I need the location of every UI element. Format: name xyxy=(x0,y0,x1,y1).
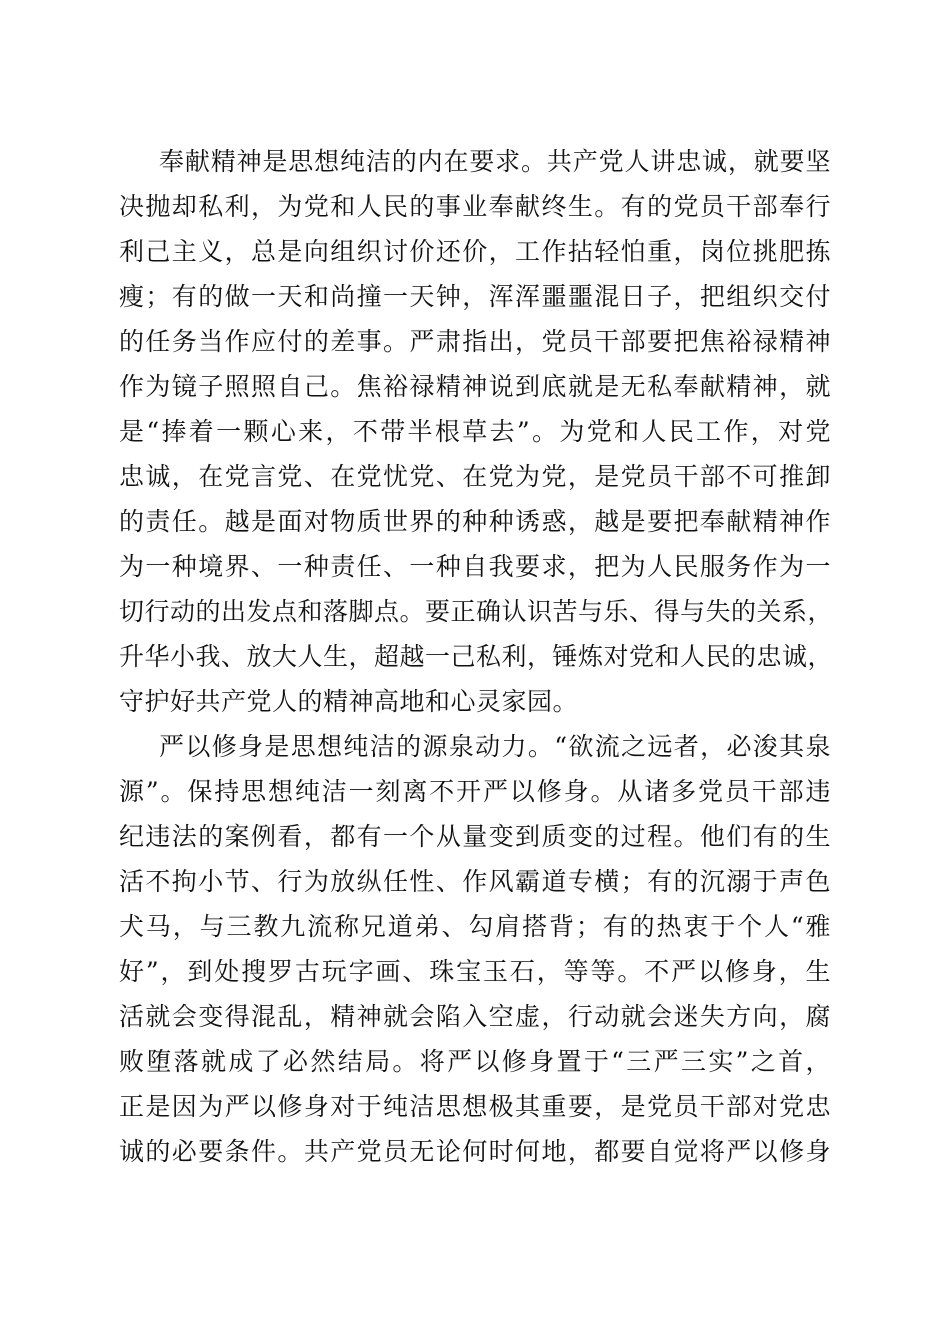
document-body xyxy=(119,139,834,1174)
text-line: 瘦；有的做一天和尚撞一天钟，浑浑噩噩混日子，把组织交付 xyxy=(119,282,831,311)
text-line: 源”。保持思想纯洁一刻离不开严以修身。从诸多党员干部违 xyxy=(119,777,831,806)
text-line: 守护好共产党人的精神高地和心灵家园。 xyxy=(119,687,579,716)
text-line: 是“捧着一颗心来，不带半根草去”。为党和人民工作，对党 xyxy=(119,417,831,446)
text-line: 纪违法的案例看，都有一个从量变到质变的过程。他们有的生 xyxy=(119,822,831,851)
text-line: 切行动的出发点和落脚点。要正确认识苦与乐、得与失的关系， xyxy=(119,597,834,626)
paragraph-self-cultivation xyxy=(119,724,831,1174)
text-line: 诚的必要条件。共产党员无论何时何地，都要自觉将严以修身 xyxy=(119,1137,831,1166)
text-line: 奉献精神是思想纯洁的内在要求。共产党人讲忠诚，就要坚 xyxy=(159,147,831,176)
text-line: 作为镜子照照自己。焦裕禄精神说到底就是无私奉献精神，就 xyxy=(119,372,831,401)
text-line: 决抛却私利，为党和人民的事业奉献终生。有的党员干部奉行 xyxy=(119,192,831,221)
text-line: 的责任。越是面对物质世界的种种诱惑，越是要把奉献精神作 xyxy=(119,507,831,536)
text-line: 利己主义，总是向组织讨价还价，工作拈轻怕重，岗位挑肥拣 xyxy=(119,237,831,266)
text-line: 升华小我、放大人生，超越一己私利，锤炼对党和人民的忠诚， xyxy=(119,642,834,671)
text-line: 活就会变得混乱，精神就会陷入空虚，行动就会迷失方向，腐 xyxy=(119,1002,831,1031)
text-line: 忠诚，在党言党、在党忧党、在党为党，是党员干部不可推卸 xyxy=(119,462,831,491)
text-line: 败堕落就成了必然结局。将严以修身置于“三严三实”之首， xyxy=(119,1047,831,1076)
text-line: 好”，到处搜罗古玩字画、珠宝玉石，等等。不严以修身，生 xyxy=(119,957,831,986)
text-line: 活不拘小节、行为放纵任性、作风霸道专横；有的沉溺于声色 xyxy=(119,867,831,896)
text-line: 为一种境界、一种责任、一种自我要求，把为人民服务作为一 xyxy=(119,552,831,581)
text-line: 严以修身是思想纯洁的源泉动力。“欲流之远者，必浚其泉 xyxy=(159,732,831,761)
text-line: 的任务当作应付的差事。严肃指出，党员干部要把焦裕禄精神 xyxy=(119,327,831,356)
text-line: 犬马，与三教九流称兄道弟、勾肩搭背；有的热衷于个人“雅 xyxy=(119,912,831,941)
paragraph-dedication xyxy=(119,139,834,724)
text-line: 正是因为严以修身对于纯洁思想极其重要，是党员干部对党忠 xyxy=(119,1092,831,1121)
